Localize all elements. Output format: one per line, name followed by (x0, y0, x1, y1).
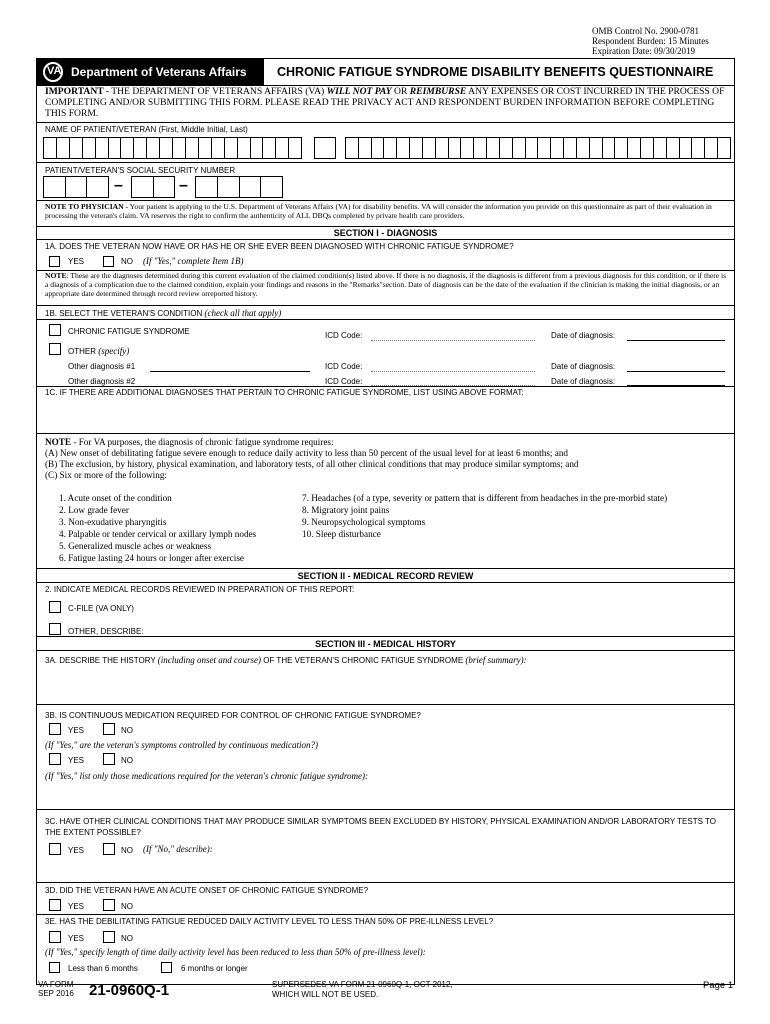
omb-block (592, 26, 709, 56)
criteria-item: 5. Generalized muscle aches or weakness (59, 541, 212, 551)
q1a-yes-checkbox[interactable] (49, 256, 60, 267)
q1c-label: 1C. IF THERE ARE ADDITIONAL DIAGNOSES THAT PERTAIN TO CHRONIC FATIGUE SYNDROME, LIST USING ABOVE FORMAT: (45, 388, 524, 397)
other1-dod-label: Date of diagnosis: (551, 362, 616, 371)
q3c-no-label: NO (121, 846, 133, 855)
form-frame (36, 58, 735, 985)
q1a-no-label: NO (121, 257, 133, 266)
q3d-no-label: NO (121, 902, 133, 911)
cfs-icd-field[interactable] (371, 340, 535, 341)
other-label: OTHER (specify) (68, 346, 130, 356)
q3b-f1-yes-label: YES (68, 756, 85, 765)
q3a-label: 3A. DESCRIBE THE HISTORY (including onset and course) OF THE VETERAN'S CHRONIC FATIGUE SYNDROME (brief summary): (45, 655, 527, 665)
ssn-part2-field[interactable] (131, 176, 175, 198)
q1b-label: 1B. SELECT THE VETERAN'S CONDITION (check all that apply) (45, 308, 282, 318)
section-1-title: SECTION I - DIAGNOSIS (333, 228, 438, 238)
q3b-no-label: NO (121, 726, 133, 735)
criteria-item: 2. Low grade fever (59, 505, 129, 515)
other1-dod-field[interactable] (627, 371, 725, 372)
q3e-yes-label: YES (68, 934, 85, 943)
q3c-yes-label: YES (68, 846, 85, 855)
other-checkbox[interactable] (49, 343, 61, 355)
q3e-no-label: NO (121, 934, 133, 943)
q3b-no-checkbox[interactable] (103, 723, 115, 735)
footer-va-form: VA FORM SEP 2016 (38, 980, 74, 998)
other-records-checkbox[interactable] (49, 623, 61, 635)
criteria-right-list (302, 492, 667, 540)
ssn-dash-2: – (179, 177, 188, 194)
ssn-dash-1: – (114, 177, 123, 194)
omb-expiration: Expiration Date: 09/30/2019 (592, 46, 695, 56)
cfile-checkbox[interactable] (49, 601, 61, 613)
q3d-label: 3D. DID THE VETERAN HAVE AN ACUTE ONSET OF CHRONIC FATIGUE SYNDROME? (45, 886, 369, 895)
q3b-label: 3B. IS CONTINUOUS MEDICATION REQUIRED FOR CONTROL OF CHRONIC FATIGUE SYNDROME? (45, 711, 421, 720)
q3d-yes-label: YES (68, 902, 85, 911)
q3c-hint: (If "No," describe): (143, 844, 213, 854)
section-3-title: SECTION III - MEDICAL HISTORY (315, 639, 456, 649)
footer-page: Page 1 (703, 980, 734, 991)
va-diagnosis-note: NOTE - For VA purposes, the diagnosis of chronic fatigue syndrome requires: (A) New onset of debilitating fatigue severe enough to reduce daily activity to less than 50 percent of the usual level for at least 6 months; and (B) The exclusion, by history, physical examination, and laboratory tests, of all other clinical conditions that may produce similar symptoms; and (C) Six or more of the following: (45, 437, 579, 480)
criteria-item: 1. Acute onset of the condition (59, 493, 172, 503)
q3c-no-checkbox[interactable] (103, 843, 115, 855)
q3d-yes-checkbox[interactable] (49, 899, 61, 911)
q1a-yes-label: YES (68, 257, 85, 266)
physician-note: NOTE TO PHYSICIAN - Your patient is applying to the U.S. Department of Veterans Affairs (VA) for disability benefits. VA will consider the information you provide on this questionnaire as part of their evaluation in processing the veteran's claim. VA reserves the right to confirm the authenticity of ALL DBQs completed by private health care providers. (45, 202, 712, 220)
other1-icd-label: ICD Code: (325, 362, 363, 371)
q3c-label: 3C. HAVE OTHER CLINICAL CONDITIONS THAT MAY PRODUCE SIMILAR SYMPTOMS BEEN EXCLUDED BY HISTORY, PHYSICAL EXAMINATION AND/OR LABORATORY TESTS TO THE EXTENT POSSIBLE? (45, 817, 716, 837)
criteria-left-list (59, 492, 256, 564)
other2-icd-label: ICD Code: (325, 377, 363, 386)
q1a-label: 1A. DOES THE VETERAN NOW HAVE OR HAS HE OR SHE EVER BEEN DIAGNOSED WITH CHRONIC FATIGUE SYNDROME? (45, 242, 514, 251)
cfile-label: C-FILE (VA ONLY) (68, 604, 134, 613)
q3e-label: 3E. HAS THE DEBILITATING FATIGUE REDUCED DAILY ACTIVITY LEVEL TO LESS THAN 50% OF PRE-ILLNESS LEVEL? (45, 917, 494, 926)
important-notice: IMPORTANT - THE DEPARTMENT OF VETERANS AFFAIRS (VA) WILL NOT PAY OR REIMBURSE ANY EXPENSES OR COST INCURRED IN THE PROCESS OF COMPLETING AND/OR SUBMITTING THIS FORM. PLEASE READ THE PRIVACY ACT AND RESPONDENT BURDEN INFORMATION BEFORE COMPLETING THIS FORM. (45, 86, 725, 119)
q3c-yes-checkbox[interactable] (49, 843, 61, 855)
middle-initial-field[interactable] (314, 137, 336, 159)
agency-name: Department of Veterans Affairs (71, 65, 247, 79)
other1-field[interactable] (150, 371, 310, 372)
diagnosis-note: NOTE: These are the diagnoses determined during this current evaluation of the claimed condition(s) listed above. If there is no diagnosis, if the diagnosis is different from a previous diagnosis for this condition, or if there is a diagnosis of a complication due to the claimed condition, explain your findings and reasons in the "Remarks"section. Date of diagnosis can be the date of the evaluation if the clinician is making the initial diagnosis, or an appropriate date determined through record review orreported history. (45, 271, 727, 298)
q3b-f1-yes-checkbox[interactable] (49, 753, 61, 765)
other1-icd-field[interactable] (371, 371, 535, 372)
ge6-label: 6 months or longer (181, 964, 248, 973)
q3b-yes-checkbox[interactable] (49, 723, 61, 735)
cfs-checkbox[interactable] (49, 324, 61, 336)
criteria-item: 4. Palpable or tender cervical or axillary lymph nodes (59, 529, 257, 539)
lt6-label: Less than 6 months (68, 964, 138, 973)
cfs-dod-label: Date of diagnosis: (551, 331, 616, 340)
criteria-item: 10. Sleep disturbance (302, 529, 381, 539)
q1a-hint: (If "Yes," complete Item 1B) (143, 256, 244, 266)
name-label: NAME OF PATIENT/VETERAN (First, Middle Initial, Last) (45, 125, 248, 134)
ge6-checkbox[interactable] (161, 962, 172, 973)
criteria-item: 9. Neuropsychological symptoms (302, 517, 426, 527)
footer-supersedes: SUPERSEDES VA FORM 21-0960Q-1, OCT 2012, WHICH WILL NOT BE USED. (272, 980, 453, 999)
other2-label: Other diagnosis #2 (68, 377, 136, 386)
q3b-f1-no-checkbox[interactable] (103, 753, 115, 765)
ssn-part3-field[interactable] (195, 176, 283, 198)
other-records-label: OTHER, DESCRIBE: (68, 627, 144, 636)
va-header-band (37, 59, 264, 85)
criteria-item: 7. Headaches (of a type, severity or pattern that is different from headaches in the pre-morbid state) (302, 493, 668, 503)
lt6-checkbox[interactable] (49, 962, 60, 973)
section-2-title: SECTION II - MEDICAL RECORD REVIEW (297, 571, 474, 581)
other1-label: Other diagnosis #1 (68, 362, 136, 371)
q3b-f1-no-label: NO (121, 756, 133, 765)
cfs-label: CHRONIC FATIGUE SYNDROME (68, 327, 190, 336)
cfs-icd-label: ICD Code: (325, 331, 363, 340)
criteria-item: 8. Migratory joint pains (302, 505, 390, 515)
criteria-item: 3. Non-exudative pharyngitis (59, 517, 167, 527)
q3e-followup: (If "Yes," specify length of time daily activity level has been reduced to less than 50% of pre-illness level): (45, 947, 426, 957)
q3d-no-checkbox[interactable] (103, 899, 115, 911)
ssn-part1-field[interactable] (43, 176, 109, 198)
criteria-item: 6. Fatigue lasting 24 hours or longer after exercise (59, 553, 244, 563)
q2-label: 2. INDICATE MEDICAL RECORDS REVIEWED IN PREPARATION OF THIS REPORT: (45, 585, 355, 594)
q3e-yes-checkbox[interactable] (49, 931, 61, 943)
omb-control: OMB Control No. 2900-0781 (592, 26, 700, 36)
omb-burden: Respondent Burden: 15 Minutes (592, 36, 709, 46)
other2-dod-label: Date of diagnosis: (551, 377, 616, 386)
va-logo-icon: VA (43, 62, 63, 82)
q3b-yes-label: YES (68, 726, 85, 735)
q3e-no-checkbox[interactable] (103, 931, 115, 943)
ssn-label: PATIENT/VETERAN'S SOCIAL SECURITY NUMBER (45, 166, 236, 175)
q1a-no-checkbox[interactable] (103, 256, 114, 267)
footer-form-number: 21-0960Q-1 (89, 982, 170, 999)
first-name-field[interactable] (43, 137, 302, 159)
cfs-dod-field[interactable] (627, 340, 725, 341)
q3b-followup-1: (If "Yes," are the veteran's symptoms controlled by continuous medication?) (45, 740, 318, 750)
q3b-followup-2: (If "Yes," list only those medications required for the veteran's chronic fatigue syndrome): (45, 771, 369, 781)
form-title: CHRONIC FATIGUE SYNDROME DISABILITY BENEFITS QUESTIONNAIRE (277, 65, 714, 79)
last-name-field[interactable] (345, 137, 731, 159)
